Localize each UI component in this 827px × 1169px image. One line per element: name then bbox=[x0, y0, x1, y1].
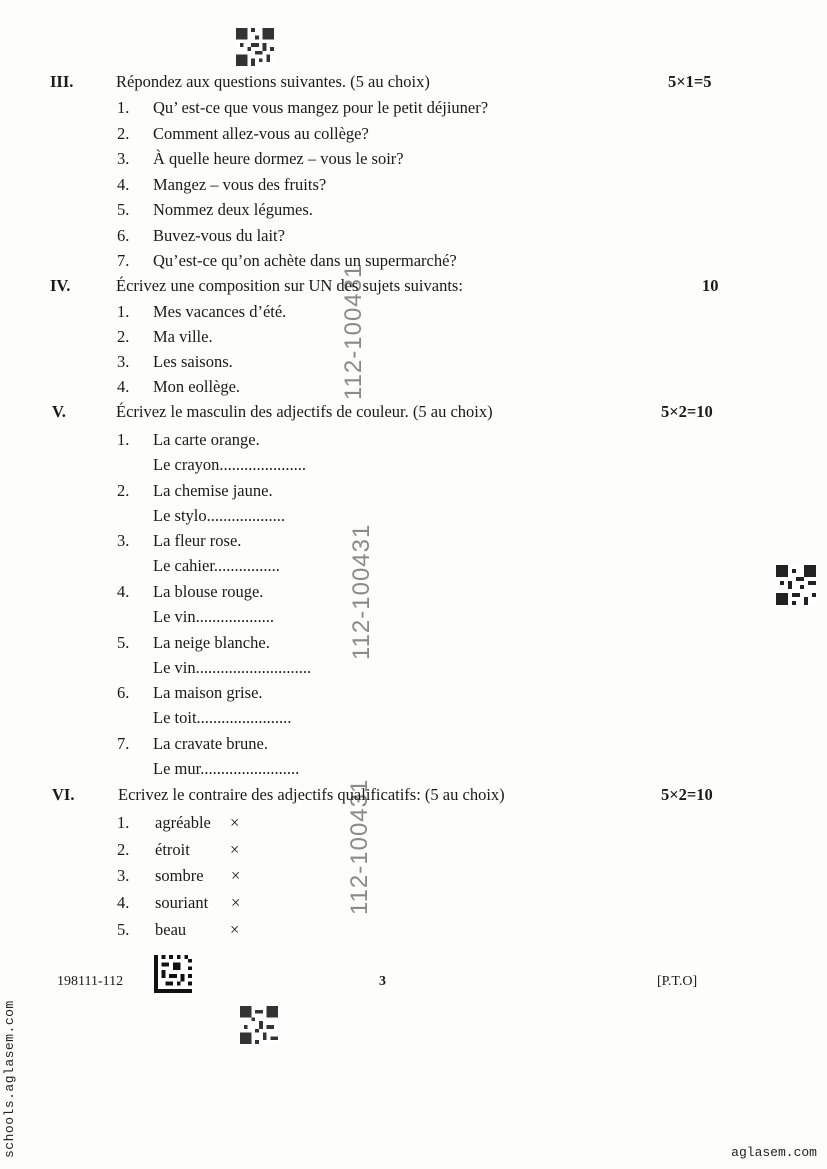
question-text: La carte orange. bbox=[153, 430, 260, 449]
answer-blank: Le crayon..................... bbox=[153, 455, 307, 474]
answer-blank: Le cahier................ bbox=[153, 556, 280, 575]
adjective-text: étroit bbox=[155, 840, 190, 859]
cross-mark: × bbox=[230, 920, 240, 939]
side-url: schools.aglasem.com bbox=[2, 1000, 17, 1158]
datamatrix-code bbox=[153, 955, 193, 993]
question-number: 2. bbox=[117, 481, 130, 500]
qr-code-top bbox=[236, 28, 274, 66]
topic-number: 1. bbox=[117, 302, 130, 321]
topic-text: Mon eollège. bbox=[153, 377, 241, 396]
question-text: Qu’est-ce qu’on achète dans un supermarché? bbox=[153, 251, 457, 270]
question-text: La blouse rouge. bbox=[153, 582, 264, 601]
answer-blank: Le mur........................ bbox=[153, 759, 300, 778]
section-marks: 5×2=10 bbox=[661, 402, 713, 421]
section-instruction: Écrivez le masculin des adjectifs de couleur. (5 au choix) bbox=[116, 402, 493, 421]
paper-code: 198111-112 bbox=[57, 974, 124, 989]
section-number: III. bbox=[50, 72, 74, 91]
question-number: 4. bbox=[117, 175, 130, 194]
question-text: La fleur rose. bbox=[153, 531, 242, 550]
cross-mark: × bbox=[230, 813, 240, 832]
question-number: 3. bbox=[117, 149, 130, 168]
cross-mark: × bbox=[231, 893, 241, 912]
question-number: 1. bbox=[117, 98, 130, 117]
watermark-id: 112-100431 bbox=[340, 263, 367, 400]
question-number: 1. bbox=[117, 430, 130, 449]
section-instruction: Répondez aux questions suivantes. (5 au choix) bbox=[116, 72, 430, 91]
topic-text: Mes vacances d’été. bbox=[153, 302, 287, 321]
section-number: V. bbox=[52, 402, 66, 421]
adjective-text: beau bbox=[155, 920, 187, 939]
question-number: 5. bbox=[117, 633, 130, 652]
question-number: 6. bbox=[117, 226, 130, 245]
question-text: Buvez-vous du lait? bbox=[153, 226, 285, 245]
section-marks: 10 bbox=[702, 276, 719, 295]
answer-blank: Le stylo................... bbox=[153, 506, 285, 525]
corner-url: aglasem.com bbox=[731, 1145, 817, 1160]
question-number: 1. bbox=[117, 813, 130, 832]
page-number: 3 bbox=[379, 974, 386, 989]
section-instruction: Écrivez une composition sur UN des sujets suivants: bbox=[116, 276, 463, 295]
cross-mark: × bbox=[231, 866, 241, 885]
question-text: La maison grise. bbox=[153, 683, 263, 702]
question-text: Mangez – vous des fruits? bbox=[153, 175, 327, 194]
question-number: 7. bbox=[117, 251, 130, 270]
adjective-text: sombre bbox=[155, 866, 204, 885]
question-text: La cravate brune. bbox=[153, 734, 268, 753]
topic-number: 2. bbox=[117, 327, 130, 346]
question-number: 2. bbox=[117, 840, 130, 859]
topic-number: 4. bbox=[117, 377, 130, 396]
question-number: 7. bbox=[117, 734, 130, 753]
section-marks: 5×2=10 bbox=[661, 785, 713, 804]
adjective-text: souriant bbox=[155, 893, 209, 912]
adjective-text: agréable bbox=[155, 813, 211, 832]
question-text: Comment allez-vous au collège? bbox=[153, 124, 369, 143]
answer-blank: Le vin................... bbox=[153, 607, 274, 626]
topic-text: Les saisons. bbox=[153, 352, 233, 371]
question-text: La chemise jaune. bbox=[153, 481, 273, 500]
qr-code-bottom bbox=[240, 1006, 278, 1044]
question-number: 5. bbox=[117, 200, 130, 219]
pto-label: [P.T.O] bbox=[657, 974, 698, 989]
question-number: 4. bbox=[117, 893, 130, 912]
qr-code-right bbox=[776, 565, 816, 605]
question-text: Nommez deux légumes. bbox=[153, 200, 313, 219]
question-text: La neige blanche. bbox=[153, 633, 270, 652]
section-number: VI. bbox=[52, 785, 75, 804]
answer-blank: Le toit....................... bbox=[153, 708, 292, 727]
watermark-id: 112-100431 bbox=[346, 778, 373, 915]
question-text: À quelle heure dormez – vous le soir? bbox=[153, 149, 404, 168]
watermark-id: 112-100431 bbox=[348, 523, 375, 660]
question-number: 3. bbox=[117, 866, 130, 885]
topic-number: 3. bbox=[117, 352, 130, 371]
topic-text: Ma ville. bbox=[153, 327, 213, 346]
section-number: IV. bbox=[50, 276, 71, 295]
question-number: 2. bbox=[117, 124, 130, 143]
question-number: 5. bbox=[117, 920, 130, 939]
question-number: 4. bbox=[117, 582, 130, 601]
section-marks: 5×1=5 bbox=[668, 72, 712, 91]
question-number: 3. bbox=[117, 531, 130, 550]
answer-blank: Le vin............................ bbox=[153, 658, 312, 677]
cross-mark: × bbox=[230, 840, 240, 859]
section-instruction: Ecrivez le contraire des adjectifs qualificatifs: (5 au choix) bbox=[118, 785, 505, 804]
question-text: Qu’ est-ce que vous mangez pour le petit déjiuner? bbox=[153, 98, 489, 117]
question-number: 6. bbox=[117, 683, 130, 702]
